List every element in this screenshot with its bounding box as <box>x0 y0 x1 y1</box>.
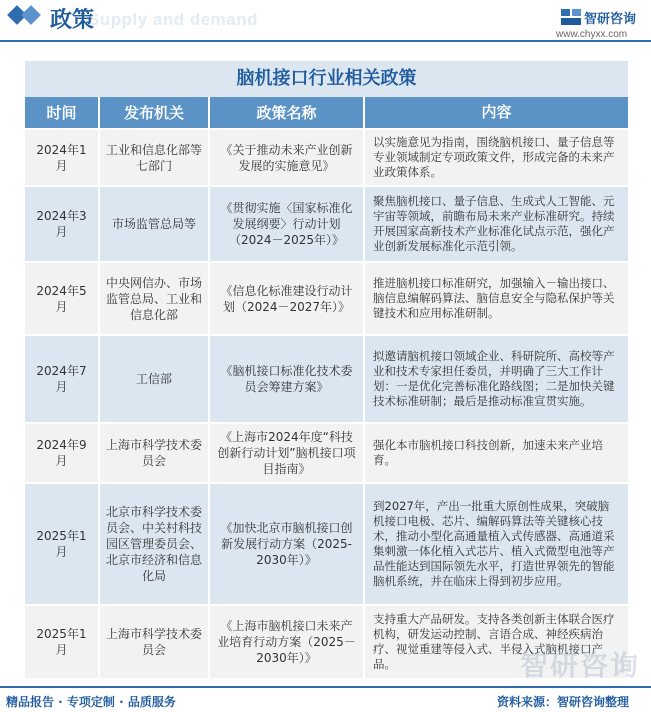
page-footer <box>0 688 651 712</box>
cell-content: 支持重大产品研发。支持各类创新主体联合医疗机构，研发运动控制、言语合成、神经疾病治疗、视觉重建等侵入式、半侵入式脑机接口产品。 <box>365 606 628 680</box>
table-row <box>25 336 628 424</box>
cell-policy: 《加快北京市脑机接口创新发展行动方案（2025-2030年）》 <box>210 484 365 606</box>
diamond-icon <box>21 5 41 25</box>
cell-content: 强化本市脑机接口科技创新，加速未来产业培育。 <box>365 424 628 484</box>
brand-name: 智研咨询 <box>584 12 637 27</box>
cell-content: 以实施意见为指南，围绕脑机接口、量子信息等专业领域制定专项政策文件，形成完备的未来产业政策体系。 <box>365 130 628 187</box>
brand-logo-icon <box>560 8 582 26</box>
table-title: 脑机接口行业相关政策 <box>25 61 628 97</box>
cell-agency: 工业和信息化部等七部门 <box>100 130 210 187</box>
header-ghost-text: Supply and demand <box>88 10 259 29</box>
header-divider <box>0 40 651 42</box>
source-label: 资料来源： <box>497 695 558 709</box>
cell-policy: 《关于推动未来产业创新发展的实施意见》 <box>210 130 365 187</box>
table-row <box>25 424 628 484</box>
cell-time: 2024年3月 <box>25 187 100 263</box>
cell-policy: 《脑机接口标准化技术委员会筹建方案》 <box>210 336 365 424</box>
table-row <box>25 130 628 187</box>
cell-content: 聚焦脑机接口、量子信息、生成式人工智能、元宇宙等领域，前瞻布局未来产业标准研究。持续开展国家高新技术产业标准化试点示范，强化产业创新发展标准化示范引领。 <box>365 187 628 263</box>
cell-policy: 《上海市2024年度“科技创新行动计划”脑机接口项目指南》 <box>210 424 365 484</box>
watermark: 智研咨询 <box>520 649 641 682</box>
column-header-time: 时间 <box>25 97 100 130</box>
footer-source <box>497 693 629 710</box>
cell-agency: 市场监管总局等 <box>100 187 210 263</box>
column-header-agency: 发布机关 <box>100 97 210 130</box>
brand-url: www.chyxx.com <box>556 29 628 40</box>
table-row <box>25 187 628 263</box>
cell-policy: 《上海市脑机接口未来产业培育行动方案（2025－2030年）》 <box>210 606 365 680</box>
cell-time: 2024年1月 <box>25 130 100 187</box>
cell-time: 2025年1月 <box>25 606 100 680</box>
page-header <box>0 0 651 44</box>
cell-content: 到2027年，产出一批重大原创性成果，突破脑机接口电极、芯片、编解码算法等关键核心技术，推动小型化高通量植入式传感器、高通道采集刺激一体化植入式芯片、植入式微型电池等产品性能达到国际领先水平，打造世界领先的智能脑机系统，并在临床上得到初步应用。 <box>365 484 628 606</box>
cell-agency: 工信部 <box>100 336 210 424</box>
cell-time: 2024年9月 <box>25 424 100 484</box>
cell-policy: 《信息化标准建设行动计划（2024－2027年）》 <box>210 263 365 336</box>
cell-time: 2024年7月 <box>25 336 100 424</box>
footer-slogan: 精品报告 · 专项定制 · 品质服务 <box>6 695 176 709</box>
cell-content: 拟邀请脑机接口领域企业、科研院所、高校等产业和技术专家担任委员，并明确了三大工作计划：一是优化完善标准化路线图；二是加快关键技术标准研制；最后是推动标准宣贯实施。 <box>365 336 628 424</box>
cell-time: 2024年5月 <box>25 263 100 336</box>
cell-agency: 中央网信办、市场监管总局、工业和信息化部 <box>100 263 210 336</box>
cell-content: 推进脑机接口标准研究，加强输入－输出接口、脑信息编解码算法、脑信息安全与隐私保护等关键技术和应用标准研制。 <box>365 263 628 336</box>
cell-policy: 《贯彻实施〈国家标准化发展纲要〉行动计划（2024－2025年）》 <box>210 187 365 263</box>
source-value: 智研咨询整理 <box>557 695 630 709</box>
table-row <box>25 263 628 336</box>
cell-time: 2025年1月 <box>25 484 100 606</box>
section-title: 政策 <box>50 8 95 33</box>
table-header-row <box>25 97 628 130</box>
table-row <box>25 484 628 606</box>
column-header-content: 内容 <box>365 97 628 130</box>
cell-agency: 上海市科学技术委员会 <box>100 424 210 484</box>
cell-agency: 上海市科学技术委员会 <box>100 606 210 680</box>
cell-agency: 北京市科学技术委员会、中关村科技园区管理委员会、北京市经济和信息化局 <box>100 484 210 606</box>
column-header-policy: 政策名称 <box>210 97 365 130</box>
policy-table <box>25 61 628 680</box>
